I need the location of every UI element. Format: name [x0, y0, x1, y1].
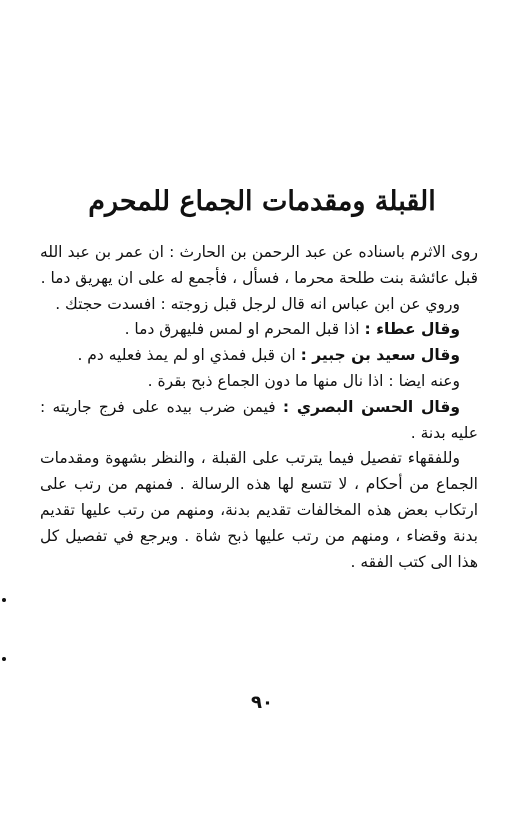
speaker-label: وقال عطاء :: [364, 320, 460, 339]
text-line: عمر بن عبد الله قبل عائشة بنت طلحة محرما ، فسأل ،: [40, 243, 478, 287]
paragraph: [40, 343, 478, 369]
body-text: [40, 240, 478, 575]
paragraph: [40, 369, 478, 395]
text-line: جاريته : عليه بدنة .: [40, 397, 478, 442]
paragraph: [40, 317, 478, 343]
text-line: افسدت حجتك .: [55, 294, 156, 313]
text-line: ومنهم من رتب عليها تقديم بدنة وقضاء ، ومنهم من رتب: [40, 500, 478, 545]
text-line: الفقه .: [350, 552, 394, 571]
text-line: فأجمع له على ان يهريق دما .: [40, 268, 228, 287]
paragraph: [40, 446, 478, 575]
text-line: اذا قبل المحرم او لمس فليهرق دما .: [124, 320, 360, 339]
paragraph: [40, 292, 478, 318]
text-line: روى الاثرم باسناده عن عبد الرحمن بن الحارث : ان: [148, 243, 478, 261]
text-line: عليها ذبح شاة . ويرجع في تفصيل كل هذا الى كتب: [40, 526, 478, 571]
text-line: ومقدمات الجماع من أحكام ، لا تتسع لها هذه الرسالة .: [40, 449, 478, 494]
text-line: وللفقهاء تفصيل فيما يترتب على القبلة ، والنظر بشهوة: [105, 449, 460, 468]
speaker-label: وقال الحسن البصري :: [282, 397, 461, 416]
page-title: القبلة ومقدمات الجماع للمحرم: [88, 186, 436, 217]
margin-speck: [2, 657, 6, 661]
text-line: وروي عن ابن عباس انه قال لرجل قبل زوجته :: [160, 294, 460, 313]
text-line: وعنه ايضا : اذا نال منها ما دون الجماع ذبح بقرة .: [147, 371, 460, 390]
text-line: فيمن ضرب بيده على فرج: [98, 397, 276, 416]
speaker-label: وقال سعيد بن جبير :: [300, 346, 460, 365]
page-number: ٩٠: [251, 692, 273, 713]
text-line: فعليه دم .: [77, 346, 142, 365]
text-line: فمنهم من رتب على ارتكاب بعض هذه المخالفات تقديم بدنة،: [40, 475, 478, 519]
paragraph: [40, 240, 478, 292]
margin-speck: [2, 598, 6, 602]
text-line: ان قبل فمذي او لم يمذ: [146, 346, 296, 365]
paragraph: [40, 395, 478, 447]
